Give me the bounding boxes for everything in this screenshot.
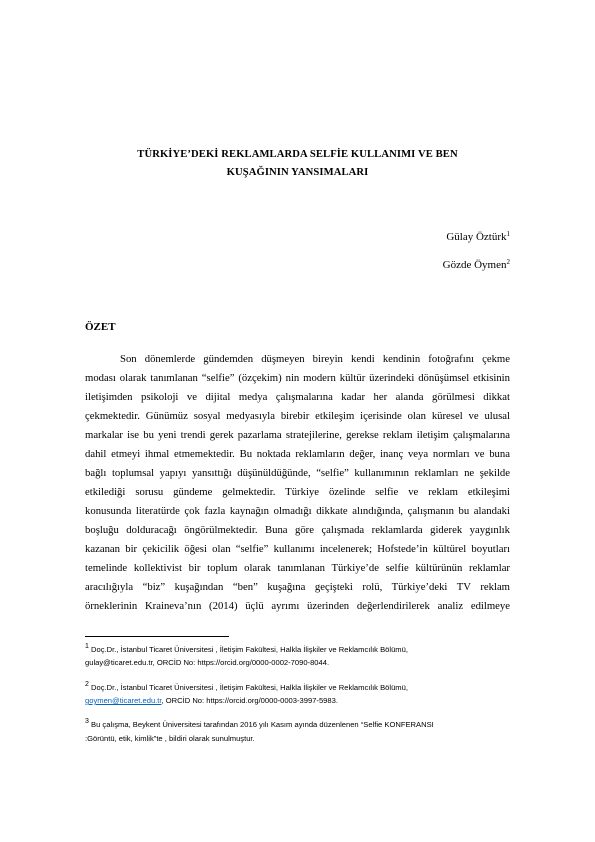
footnote-2-text: Doç.Dr., İstanbul Ticaret Üniversitesi , İletişim Fakültesi, Halkla İlişkiler ve Reklamcılık Bölümü,	[91, 683, 408, 692]
footnote-2-line-2	[85, 694, 515, 707]
footnote-3-line-2: :Görüntü, etik, kimlik”te , bildiri olarak sunulmuştur.	[85, 734, 255, 743]
author-2-footnote-mark[interactable]: 2	[506, 258, 510, 266]
abstract-line: etkilediği sorusu gündeme gelmektedir. Türkiye özelinde selfie ve reklam etkileşimi	[85, 486, 510, 498]
footnote-2-orcid: , ORCİD No: https://orcid.org/0000-0003-3997-5983.	[161, 696, 338, 705]
footnote-2-line-1	[85, 681, 515, 694]
footnote-1-line-1	[85, 643, 515, 656]
footnote-1-mark: 1	[85, 643, 89, 650]
abstract-line: temelinde kollektivist bir toplum olarak tanımlanan Türkiye’de selfie kültürünün reklamlar	[85, 562, 510, 574]
abstract-line: örneklerinin Kraineva’nın (2014) üçlü ayrımı üzerinden değerlendirilerek analiz edilmeye	[85, 600, 510, 612]
footnote-3-line-1	[85, 718, 515, 731]
footnote-separator	[85, 636, 229, 637]
footnote-2-email-link[interactable]: goymen@ticaret.edu.tr	[85, 696, 162, 705]
footnote-3-mark: 3	[85, 718, 89, 725]
abstract-line: konusunda literatürde çok fazla kaynağın olmadığı dikkate alındığında, çalışmanın bu alandaki	[85, 505, 510, 517]
abstract-line: modası olarak tanımlanan “selfie” (özçekim) nin modern kültür üzerindeki dönüşümsel etkisinin	[85, 372, 510, 384]
abstract-line: Son dönemlerde gündemden düşmeyen bireyin kendi kendinin fotoğrafını çekme	[120, 353, 510, 365]
footnote-1-line-2: gulay@ticaret.edu.tr, ORCİD No: https://orcid.org/0000-0002-7090-8044.	[85, 658, 330, 667]
abstract-line: markalar ise bu yeni trendi gerek pazarlama stratejilerine, gerekse reklam iletişim çalışmalarına	[85, 429, 510, 441]
footnote-1-text: Doç.Dr., İstanbul Ticaret Üniversitesi , İletişim Fakültesi, Halkla İlişkiler ve Reklamcılık Bölümü,	[91, 645, 408, 654]
author-1-name: Gülay Öztürk	[446, 231, 507, 243]
abstract-line: aracılığıyla “biz” kuşağından “ben” kuşağına geçişteki rolü, Türkiye’deki TV reklam	[85, 581, 510, 593]
author-1-footnote-mark[interactable]: 1	[506, 230, 510, 238]
paper-title-line-1: TÜRKİYE’DEKİ REKLAMLARDA SELFİE KULLANIMI VE BEN	[137, 149, 458, 160]
author-2-name: Gözde Öymen	[442, 259, 507, 271]
author-2	[443, 259, 510, 271]
abstract-line: iletişimden psikoloji ve dijital medya çalışmalarına kadar her alanda görülmesi dikkat	[85, 391, 510, 403]
abstract-line: çekmektedir. Günümüz sosyal medyasıyla birebir etkileşim içerisinde olan küresel ve ulusal	[85, 410, 510, 422]
abstract-line: bağlı toplumsal yapıyı yansıttığı düşünüldüğünde, “selfie” kullanımının reklamları ne şekilde	[85, 467, 510, 479]
abstract-line: boşluğu dolduracağı öngörülmektedir. Buna göre çalışmada reklamlarda giderek yaygınlık	[85, 524, 510, 536]
author-1	[446, 231, 510, 243]
abstract-heading: ÖZET	[85, 321, 116, 333]
abstract-line: dahil etmeyi ihmal etmemektedir. Bu noktada reklamların değer, inanç veya normları ve buna	[85, 448, 510, 460]
abstract-line: kazanan bir çekicilik öğesi olan “selfie” kullanımı incelenerek; Hofstede’in kültürel boyutları	[85, 543, 510, 555]
footnote-2-mark: 2	[85, 681, 89, 688]
footnote-3-text: Bu çalışma, Beykent Üniversitesi tarafından 2016 yılı Kasım ayında düzenlenen “Selfie KONFERANSI	[91, 720, 434, 729]
paper-title-line-2: KUŞAĞININ YANSIMALARI	[226, 167, 369, 178]
